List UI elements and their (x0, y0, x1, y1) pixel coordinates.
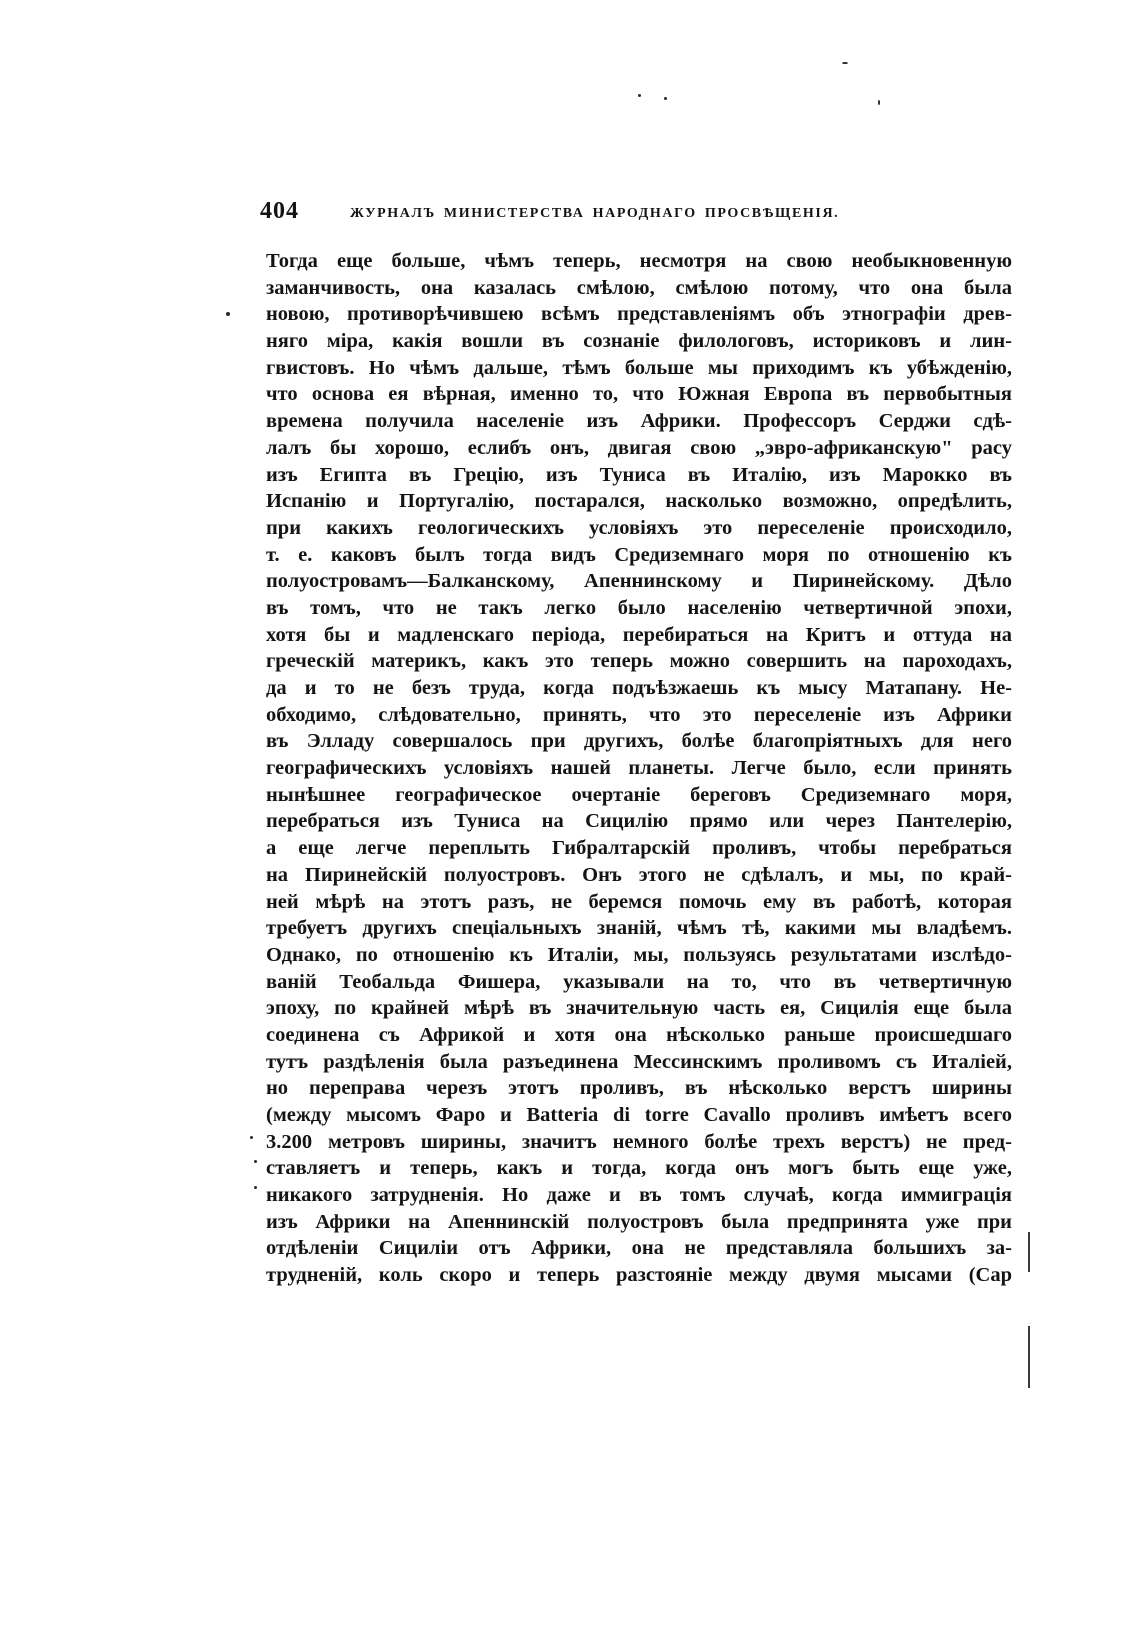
text-line: эпоху, по крайней мѣрѣ въ значительную часть ея, Сицилія еще была (266, 997, 1012, 1020)
page-number: 404 (260, 198, 299, 224)
text-line: новою, противорѣчившею всѣмъ представленіямъ объ этнографіи древ- (266, 303, 1012, 326)
text-line: т. е. каковъ былъ тогда видъ Средиземнаго моря по отношенію къ (266, 543, 1012, 566)
text-line: греческій материкъ, какъ это теперь можно совершить на пароходахъ, (266, 650, 1012, 673)
scan-speck (226, 312, 230, 316)
scan-speck (638, 94, 641, 97)
text-line: никакого затрудненія. Но даже и въ томъ случаѣ, когда иммиграція (266, 1184, 1012, 1207)
text-line: а еще легче переплыть Гибралтарскій проливъ, чтобы перебраться (266, 837, 1012, 860)
scan-speck (254, 1186, 257, 1189)
text-line: но переправа черезъ этотъ проливъ, въ нѣсколько верстъ ширины (266, 1077, 1012, 1100)
text-line: на Пиринейскій полуостровъ. Онъ этого не сдѣлалъ, и мы, по край- (266, 863, 1012, 886)
text-line: отдѣленіи Сициліи отъ Африки, она не представляла большихъ за- (266, 1237, 1012, 1260)
text-line: лалъ бы хорошо, еслибъ онъ, двигая свою „эвро-африканскую" расу (266, 436, 1012, 459)
scan-margin-mark (1028, 1326, 1030, 1388)
text-line: хотя бы и мадленскаго періода, перебираться на Критъ и оттуда на (266, 623, 1012, 646)
text-line: 3.200 метровъ ширины, значитъ немного болѣе трехъ верстъ) не пред- (266, 1130, 1012, 1153)
text-line: трудненій, коль скоро и теперь разстояніе между двумя мысами (Сар (266, 1264, 1012, 1287)
scan-speck (664, 97, 667, 100)
text-line: нынѣшнее географическое очертаніе береговъ Средиземнаго моря, (266, 783, 1012, 806)
text-line: изъ Египта въ Грецію, изъ Туниса въ Италію, изъ Марокко въ (266, 463, 1012, 486)
text-line: Тогда еще больше, чѣмъ теперь, несмотря на свою необыкновенную (266, 250, 1012, 272)
text-line: времена получила населеніе изъ Африки. Профессоръ Серджи сдѣ- (266, 410, 1012, 433)
text-line: тутъ раздѣленія была разъединена Мессинскимъ проливомъ съ Италіей, (266, 1050, 1012, 1073)
scan-speck (254, 1160, 257, 1163)
text-line: въ томъ, что не такъ легко было населенію четвертичной эпохи, (266, 596, 1012, 619)
text-line: да и то не безъ труда, когда подъѣзжаешь къ мысу Матапану. Не- (266, 677, 1012, 699)
text-line: что основа ея вѣрная, именно то, что Южная Европа въ первобытныя (266, 383, 1012, 406)
page-header (260, 198, 1018, 232)
text-line: гвистовъ. Но чѣмъ дальше, тѣмъ больше мы приходимъ къ убѣжденію, (266, 356, 1012, 379)
text-line: ней мѣрѣ на этотъ разъ, не беремся помочь ему въ работѣ, которая (266, 890, 1012, 913)
scan-speck (250, 1136, 253, 1139)
text-line: ваній Теобальда Фишера, указывали на то, что въ четвертичную (266, 970, 1012, 993)
text-line: няго міра, какія вошли въ сознаніе филологовъ, историковъ и лин- (266, 330, 1012, 353)
text-line: заманчивость, она казалась смѣлою, смѣлою потому, что она была (266, 276, 1012, 299)
text-line: обходимо, слѣдовательно, принять, что это переселеніе изъ Африки (266, 703, 1012, 726)
text-line: Испанію и Португалію, постарался, насколько возможно, опредѣлить, (266, 490, 1012, 513)
scan-speck (878, 100, 880, 105)
text-line: въ Элладу совершалось при другихъ, болѣе благопріятныхъ для него (266, 730, 1012, 753)
text-line: перебраться изъ Туниса на Сицилію прямо или через Пантелерію, (266, 810, 1012, 833)
text-line: географическихъ условіяхъ нашей планеты. Легче было, если принять (266, 757, 1012, 780)
text-line: ставляетъ и теперь, какъ и тогда, когда онъ могъ быть еще уже, (266, 1157, 1012, 1180)
text-line: соединена съ Африкой и хотя она нѣсколько раньше происшедшаго (266, 1023, 1012, 1046)
running-title: ЖУРНАЛЪ МИНИСТЕРСТВА НАРОДНАГО ПРОСВѢЩЕНІЯ. (350, 206, 840, 221)
text-line: полуостровамъ—Балканскому, Апеннинскому и Пиринейскому. Дѣло (266, 570, 1012, 593)
text-line: Однако, по отношенію къ Италіи, мы, пользуясь результатами изслѣдо- (266, 943, 1012, 966)
text-line: требуетъ другихъ спеціальныхъ знаній, чѣмъ тѣ, какими мы владѣемъ. (266, 917, 1012, 940)
text-line: при какихъ геологическихъ условіяхъ это переселеніе происходило, (266, 516, 1012, 539)
text-line: (между мысомъ Фаро и Batteria di torre Cavallo проливъ имѣетъ всего (266, 1104, 1012, 1126)
scan-speck (842, 62, 848, 64)
scan-margin-mark (1028, 1232, 1030, 1272)
body-text (266, 248, 1012, 1289)
text-line: изъ Африки на Апеннинскій полуостровъ была предпринята уже при (266, 1210, 1012, 1233)
